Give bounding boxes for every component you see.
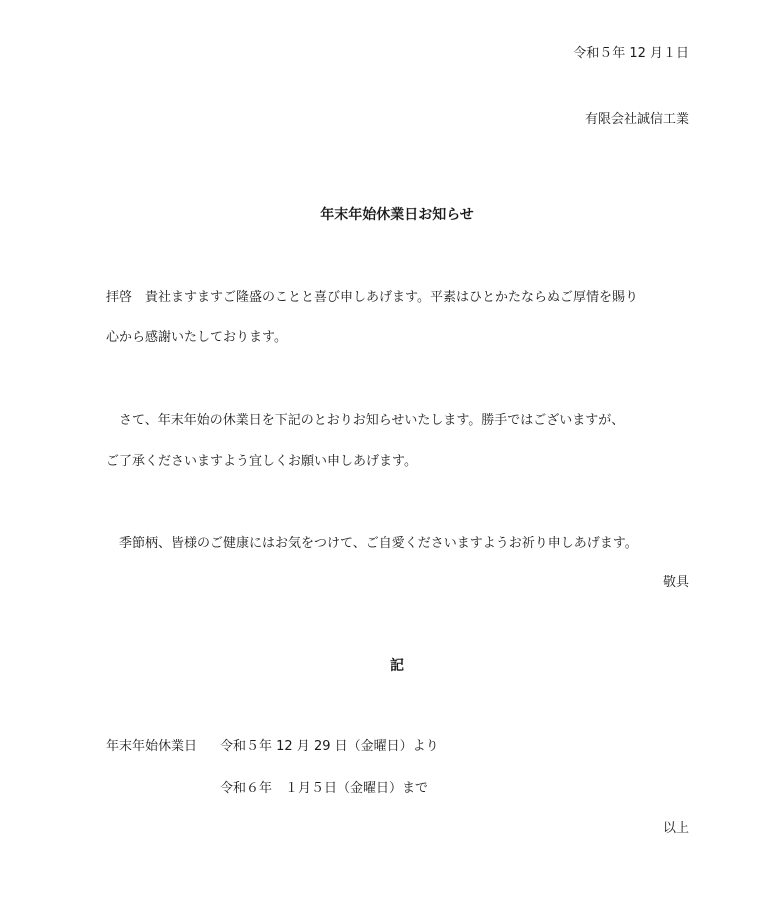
keigu: 敬具 [662,575,689,590]
greeting-line-2: 心から感謝いたしております。 [106,330,287,345]
ijo: 以上 [662,821,689,836]
document-date: 令和５年 12 月１日 [573,46,689,61]
schedule-label: 年末年始休業日 [106,739,198,754]
notice-line-2: ご了承くださいますよう宜しくお願い申しあげます。 [106,454,417,469]
ki-heading: 記 [390,658,404,674]
closing-line: 季節柄、皆様のご健康にはお気をつけて、ご自愛くださいますようお祈り申しあげます。 [106,536,638,551]
document-title: 年末年始休業日お知らせ [320,207,474,223]
sender-company: 有限会社誠信工業 [584,112,689,127]
notice-line-1: さて、年末年始の休業日を下記のとおりお知らせいたします。勝手ではございますが、 [106,413,625,428]
schedule-to: 令和６年 １月５日（金曜日）まで [220,781,429,796]
schedule-from: 令和５年 12 月 29 日（金曜日）より [220,739,439,754]
greeting-line-1: 拝啓 貴社ますますご隆盛のことと喜び申しあげます。平素はひとかたならぬご厚情を賜り [106,290,638,305]
